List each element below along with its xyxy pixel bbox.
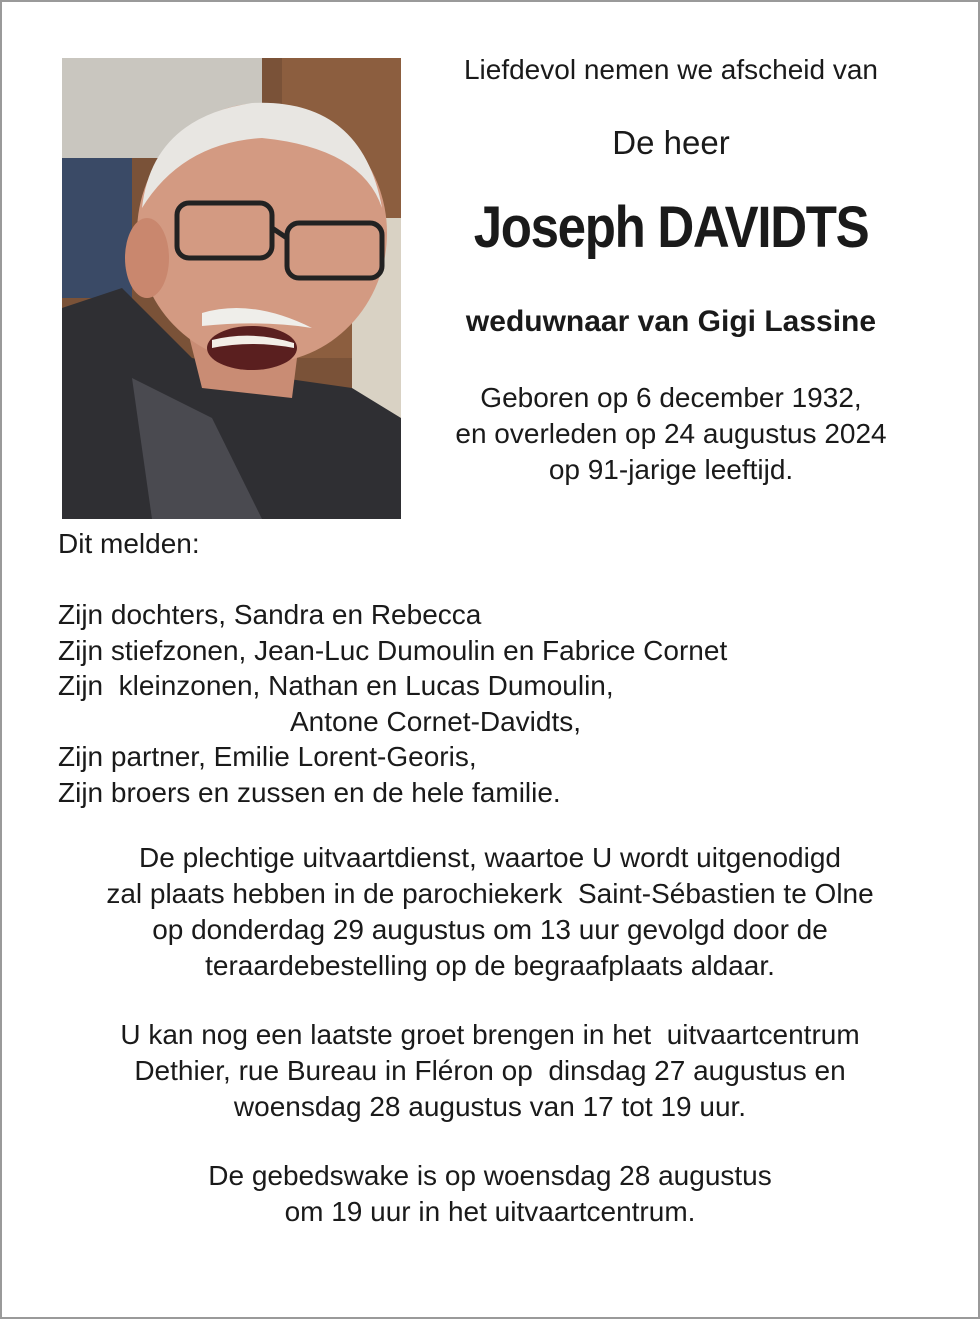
family-list — [58, 526, 727, 810]
funeral-line: op donderdag 29 augustus om 13 uur gevolgd door de — [152, 914, 828, 945]
funeral-line: zal plaats hebben in de parochiekerk Saint-Sébastien te Olne — [106, 878, 874, 909]
honorific: De heer — [612, 124, 730, 161]
death-line: en overleden op 24 augustus 2024 — [455, 418, 887, 449]
vigil-line: De gebedswake is op woensdag 28 augustus — [208, 1160, 772, 1191]
family-line: Zijn dochters, Sandra en Rebecca — [58, 599, 482, 630]
funeral-line: De plechtige uitvaartdienst, waartoe U wordt uitgenodigd — [139, 842, 841, 873]
family-line: Zijn broers en zussen en de hele familie. — [58, 776, 561, 808]
vigil-paragraph — [40, 1158, 940, 1230]
intro-text: Liefdevol nemen we afscheid van — [463, 54, 879, 85]
funeral-line: teraardebestelling op de begraafplaats aldaar. — [205, 950, 775, 981]
birth-line: Geboren op 6 december 1932, — [480, 382, 862, 413]
widower-line: weduwnaar van Gigi Lassine — [465, 305, 877, 338]
visitation-line: U kan nog een laatste groet brengen in het uitvaartcentrum — [120, 1019, 860, 1050]
visitation-paragraph — [40, 1017, 940, 1125]
dates-block — [410, 380, 932, 488]
portrait-photo — [62, 58, 401, 519]
deceased-name: Joseph DAVIDTS — [473, 195, 869, 260]
funeral-paragraph — [40, 840, 940, 984]
age-line: op 91-jarige leeftijd. — [548, 454, 794, 485]
family-line: Antone Cornet-Davidts, — [290, 705, 582, 737]
spacer — [58, 562, 727, 598]
family-line: Zijn kleinzonen, Nathan en Lucas Dumoulin, — [58, 670, 614, 701]
family-line: Zijn partner, Emilie Lorent-Georis, — [58, 741, 477, 772]
family-heading: Dit melden: — [58, 528, 200, 559]
vigil-line: om 19 uur in het uitvaartcentrum. — [284, 1196, 696, 1227]
visitation-line: woensdag 28 augustus van 17 tot 19 uur. — [233, 1091, 747, 1122]
family-line: Zijn stiefzonen, Jean-Luc Dumoulin en Fabrice Cornet — [58, 634, 728, 666]
visitation-line: Dethier, rue Bureau in Fléron op dinsdag 27 augustus en — [134, 1055, 846, 1086]
